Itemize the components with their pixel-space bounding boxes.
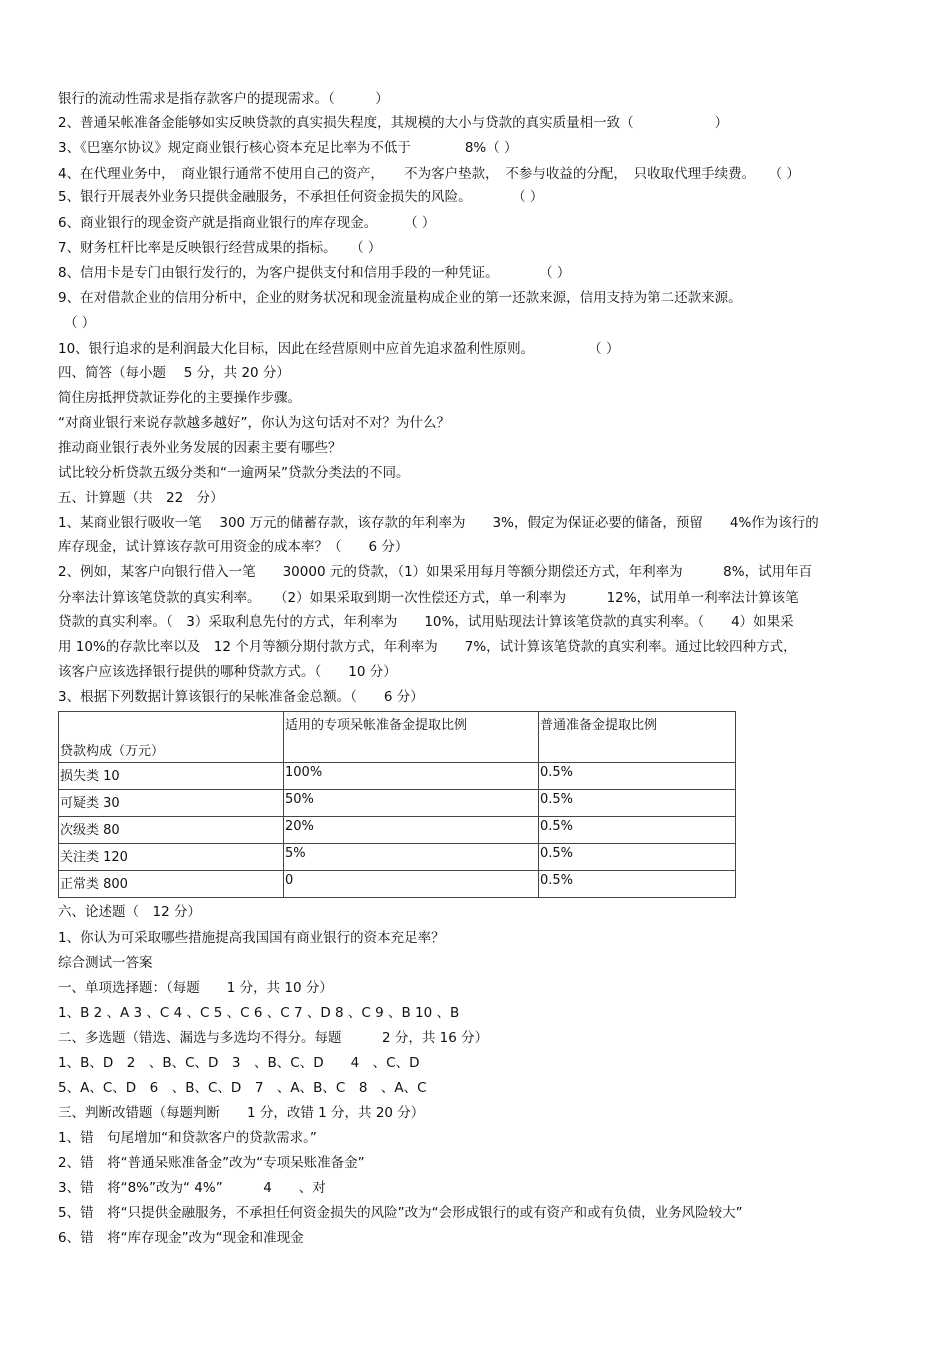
table-cell: 0.5% [539,763,736,790]
answers-title: 综合测试一答案 [58,955,153,971]
question-line: 该客户应该选择银行提供的哪种贷款方式。（ 10 分） [58,664,397,680]
judgement-item: 4、在代理业务中， 商业银行通常不使用自己的资产， 不为客户垫款， 不参与收益的分配， 只收取代理手续费。 （ ） [58,166,800,182]
table-cell: 关注类 120 [59,844,284,871]
judgement-item: 6、商业银行的现金资产就是指商业银行的库存现金。 （ ） [58,215,436,231]
table-cell: 20% [284,817,539,844]
section-title: 四、简答（每小题 5 分，共 20 分） [58,365,290,381]
judgement-item: 9、在对借款企业的信用分析中，企业的财务状况和现金流量构成企业的第一还款来源，信用支持为第二还款来源。 [58,290,742,306]
table-row [59,871,736,898]
table-cell: 正常类 800 [59,871,284,898]
table-header-cell: 普通准备金提取比例 [539,712,736,763]
question-item: 1、你认为可采取哪些措施提高我国国有商业银行的资本充足率？ [58,930,445,946]
question-line: 3、根据下列数据计算该银行的呆帐准备金总额。（ 6 分） [58,689,424,705]
table-cell: 0.5% [539,844,736,871]
table-cell: 5% [284,844,539,871]
answer-line: 1、B 2 、A 3 、C 4 、C 5 、C 6 、C 7 、D 8 、C 9 、B 10 、B [58,1005,460,1021]
judgement-item: （ ） [64,315,96,331]
question-item: 简住房抵押贷款证券化的主要操作步骤。 [58,390,301,406]
table-row [59,790,736,817]
table-header-row [59,712,736,763]
question-item: 推动商业银行表外业务发展的因素主要有哪些？ [58,440,342,456]
table-row [59,817,736,844]
judgement-item: 7、财务杠杆比率是反映银行经营成果的指标。 （ ） [58,240,382,256]
answer-section-title: 三、判断改错题（每题判断 1 分，改错 1 分，共 20 分） [58,1105,425,1121]
judgement-item: 2、普通呆帐准备金能够如实反映贷款的真实损失程度，其规模的大小与贷款的真实质量相一致（ ） [58,115,729,131]
table-cell: 100% [284,763,539,790]
answer-line: 2、错 将“普通呆账准备金”改为“专项呆账准备金” [58,1155,365,1171]
answer-line: 1、B、D 2 、B、C、D 3 、B、C、D 4 、C、D [58,1055,420,1071]
question-line: 1、某商业银行吸收一笔 300 万元的储蓄存款，该存款的年利率为 3%，假定为保证必要的储备，预留 4%作为该行的 [58,515,819,531]
table-cell: 损失类 10 [59,763,284,790]
answer-line: 5、错 将“只提供金融服务，不承担任何资金损失的风险”改为“会形成银行的或有资产和或有负债，业务风险较大” [58,1205,743,1221]
judgement-item: 银行的流动性需求是指存款客户的提现需求。（ ） [58,91,389,107]
answer-line: 3、错 将“8%”改为“ 4%” 4 、对 [58,1180,326,1196]
answer-line: 6、错 将“库存现金”改为“现金和准现金 [58,1230,304,1246]
table-cell: 50% [284,790,539,817]
judgement-item: 5、银行开展表外业务只提供金融服务，不承担任何资金损失的风险。 （ ） [58,189,544,205]
question-item: “对商业银行来说存款越多越好”，你认为这句话对不对？为什么？ [58,415,450,431]
table-cell: 可疑类 30 [59,790,284,817]
judgement-item: 3、《巴塞尔协议》规定商业银行核心资本充足比率为不低于 8%（ ） [58,140,518,156]
table-cell: 0.5% [539,817,736,844]
question-line: 库存现金，试计算该存款可用资金的成本率？（ 6 分） [58,539,409,555]
table-header-cell [59,712,284,763]
question-line: 贷款的真实利率。（ 3）采取利息先付的方式，年利率为 10%，试用贴现法计算该笔贷款的真实利率。（ 4）如果采 [58,614,794,630]
table-row [59,763,736,790]
section-title: 五、计算题（共 22 分） [58,490,224,506]
table-cell: 0.5% [539,871,736,898]
question-line: 分率法计算该笔贷款的真实利率。 （2）如果采取到期一次性偿还方式，单一利率为 12%，试用单一利率法计算该笔 [58,590,799,606]
table-header-cell: 适用的专项呆帐准备金提取比例 [284,712,539,763]
table-cell: 次级类 80 [59,817,284,844]
answer-section-title: 二、多选题（错选、漏选与多选均不得分。每题 2 分，共 16 分） [58,1030,489,1046]
section-title: 六、论述题（ 12 分） [58,904,201,920]
loan-table [58,711,736,898]
table-cell: 0.5% [539,790,736,817]
table-cell: 0 [284,871,539,898]
judgement-item: 10、银行追求的是利润最大化目标，因此在经营原则中应首先追求盈利性原则。 （ ） [58,341,620,357]
judgement-item: 8、信用卡是专门由银行发行的，为客户提供支付和信用手段的一种凭证。 （ ） [58,265,571,281]
answer-line: 5、A、C、D 6 、B、C、D 7 、A、B、C 8 、A、C [58,1080,427,1096]
question-line: 2、例如，某客户向银行借入一笔 30000 元的贷款，（1）如果采用每月等额分期偿还方式，年利率为 8%，试用年百 [58,564,813,580]
table-row [59,844,736,871]
header-label: 贷款构成（万元） [60,744,165,759]
answer-section-title: 一、单项选择题：（每题 1 分，共 10 分） [58,980,333,996]
answer-line: 1、错 句尾增加“和贷款客户的贷款需求。” [58,1130,317,1146]
question-line: 用 10%的存款比率以及 12 个月等额分期付款方式，年利率为 7%，试计算该笔贷款的真实利率。通过比较四种方式， [58,639,797,655]
question-item: 试比较分析贷款五级分类和“一逾两呆”贷款分类法的不同。 [58,465,410,481]
